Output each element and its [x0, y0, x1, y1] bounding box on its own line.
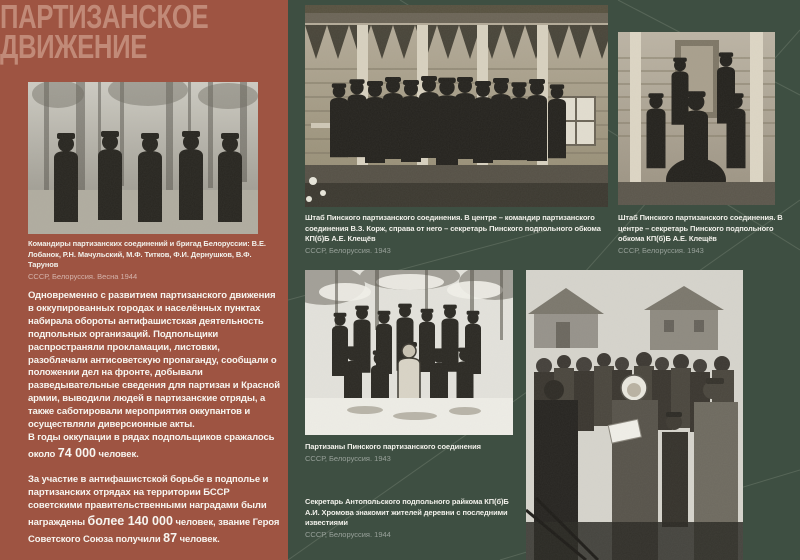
photo-caption: Штаб Пинского партизанского соединения. В центре – секретарь Пинского подпольного обкома КП(б)Б А.Е. Клещёв: [618, 213, 783, 244]
photo-credit: СССР, Белоруссия. Весна 1944: [28, 271, 138, 281]
photo-caption: Штаб Пинского партизанского соединения. В центре – командир партизанского соединения В.З. Корж, справа от него – секретарь Пинского подпольного обкома КП(б)Б А.Е. Клещёв: [305, 213, 601, 244]
paragraph-1-tail: человек.: [96, 448, 139, 460]
caption-khromova: [305, 497, 523, 540]
photo-caption: Партизаны Пинского партизанского соединения: [305, 442, 481, 451]
stat-74000: 74 000: [57, 445, 96, 460]
photo-shtab-porch-illustration: [618, 32, 775, 205]
photo-commanders-illustration: [28, 82, 258, 234]
paragraph-1-main: Одновременно с развитием партизанского движения в оккупированных городах и населённых пунктах набирала обороты антифашистская деятельность подпольных организаций. Подпольщики распространяли прокламации, листовки, разоблачали антисоветскую пропаганду, сообщали о положении дел на фронте, добывали разведывательные сведения для партизан и Красной армии, выводили людей в партизанские отряды, а также саботировали мероприятия оккупантов и осуществляли диверсионные акты.: [28, 290, 280, 431]
photo-khromova-village: [526, 270, 743, 560]
stat-140000: более 140 000: [87, 513, 173, 528]
paragraph-2: [28, 474, 280, 547]
photo-credit: СССР, Белоруссия. 1943: [305, 245, 391, 255]
photo-credit: СССР, Белоруссия. 1943: [618, 245, 704, 255]
photo-caption: Командиры партизанских соединений и бригад Белоруссии: В.Е. Лобанок, Р.Н. Мачульский, М.Ф. Титков, Ф.И. Дернушков, В.Ф. Тарунов: [28, 239, 266, 270]
photo-credit: СССР, Белоруссия. 1944: [305, 529, 391, 539]
photo-partisans-snow: [305, 270, 513, 435]
paragraph-2-lead: За участие в антифашистской борьбе в подполье и партизанских отрядах на территории БССР советскими правительственными наградами были награждены: [28, 473, 269, 528]
caption-commanders: [28, 239, 274, 282]
photo-khromova-illustration: [526, 270, 743, 560]
photo-partisans-illustration: [305, 270, 513, 435]
caption-shtab-porch: [618, 213, 790, 256]
stat-87: 87: [163, 530, 178, 545]
caption-shtab-wide: [305, 213, 617, 256]
photo-credit: СССР, Белоруссия. 1943: [305, 453, 391, 463]
paragraph-2-tail: человек.: [177, 533, 220, 545]
paragraph-1: [28, 290, 280, 462]
caption-partisans: [305, 442, 520, 464]
photo-commanders-belorussia: [28, 82, 258, 234]
photo-caption: Секретарь Антопольского подпольного райкома КП(б)Б А.И. Хромова знакомит жителей деревни с последними известиями: [305, 497, 509, 528]
photo-shtab-porch: [618, 32, 775, 205]
paragraph-2-mid: человек, звание Героя Советского Союза получили: [28, 516, 280, 545]
photo-shtab-wide-illustration: [305, 5, 608, 207]
paragraph-1-stat-intro: В годы оккупации в рядах подпольщиков сражалось около: [28, 431, 275, 460]
photo-shtab-wide: [305, 5, 608, 207]
title-line-1: ПАРТИЗАНСКОЕ: [0, 0, 209, 35]
page-title: [0, 0, 209, 65]
title-line-2: ДВИЖЕНИЕ: [0, 28, 148, 65]
body-text: [28, 290, 280, 559]
